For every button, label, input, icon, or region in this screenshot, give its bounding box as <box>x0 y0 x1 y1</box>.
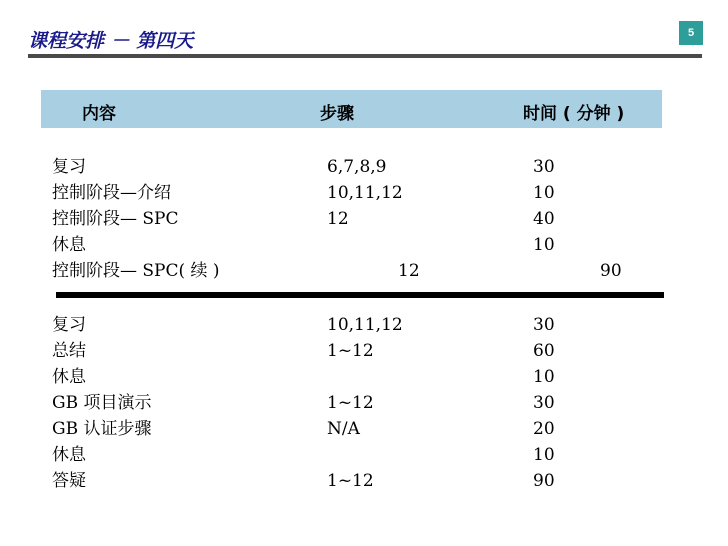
content-cell: 控制阶段— SPC( 续 ) <box>52 261 220 281</box>
time-cell: 10 <box>533 235 555 255</box>
time-cell: 30 <box>533 393 555 413</box>
content-cell: 休息 <box>52 235 86 255</box>
content-cell: 休息 <box>52 445 86 465</box>
time-cell: 60 <box>533 341 555 361</box>
header-steps: 步骤 <box>320 104 354 124</box>
content-cell: 复习 <box>52 315 86 335</box>
steps-cell: N/A <box>327 419 360 439</box>
content-cell: 控制阶段—介绍 <box>52 183 171 203</box>
steps-cell: 1~12 <box>327 471 374 491</box>
time-cell: 30 <box>533 315 555 335</box>
content-cell: 休息 <box>52 367 86 387</box>
time-cell: 10 <box>533 367 555 387</box>
title-underline <box>28 54 702 58</box>
content-cell: 复习 <box>52 157 86 177</box>
time-cell: 90 <box>533 471 555 491</box>
header-time: 时间 ( 分钟 ) <box>523 104 625 124</box>
section-divider <box>56 292 664 298</box>
steps-cell: 12 <box>398 261 420 281</box>
steps-cell: 10,11,12 <box>327 315 403 335</box>
steps-cell: 6,7,8,9 <box>327 157 387 177</box>
time-cell: 90 <box>600 261 622 281</box>
time-cell: 40 <box>533 209 555 229</box>
time-cell: 20 <box>533 419 555 439</box>
content-cell: 控制阶段— SPC <box>52 209 179 229</box>
slide-title: 课程安排 － 第四天 <box>28 30 194 52</box>
steps-cell: 1~12 <box>327 341 374 361</box>
steps-cell: 1~12 <box>327 393 374 413</box>
header-content: 内容 <box>82 104 116 124</box>
steps-cell: 10,11,12 <box>327 183 403 203</box>
steps-cell: 12 <box>327 209 349 229</box>
time-cell: 30 <box>533 157 555 177</box>
time-cell: 10 <box>533 445 555 465</box>
content-cell: 答疑 <box>52 471 86 491</box>
content-cell: GB 项目演示 <box>52 393 152 413</box>
content-cell: 总结 <box>52 341 86 361</box>
page-number-badge: 5 <box>679 21 703 45</box>
content-cell: GB 认证步骤 <box>52 419 152 439</box>
time-cell: 10 <box>533 183 555 203</box>
